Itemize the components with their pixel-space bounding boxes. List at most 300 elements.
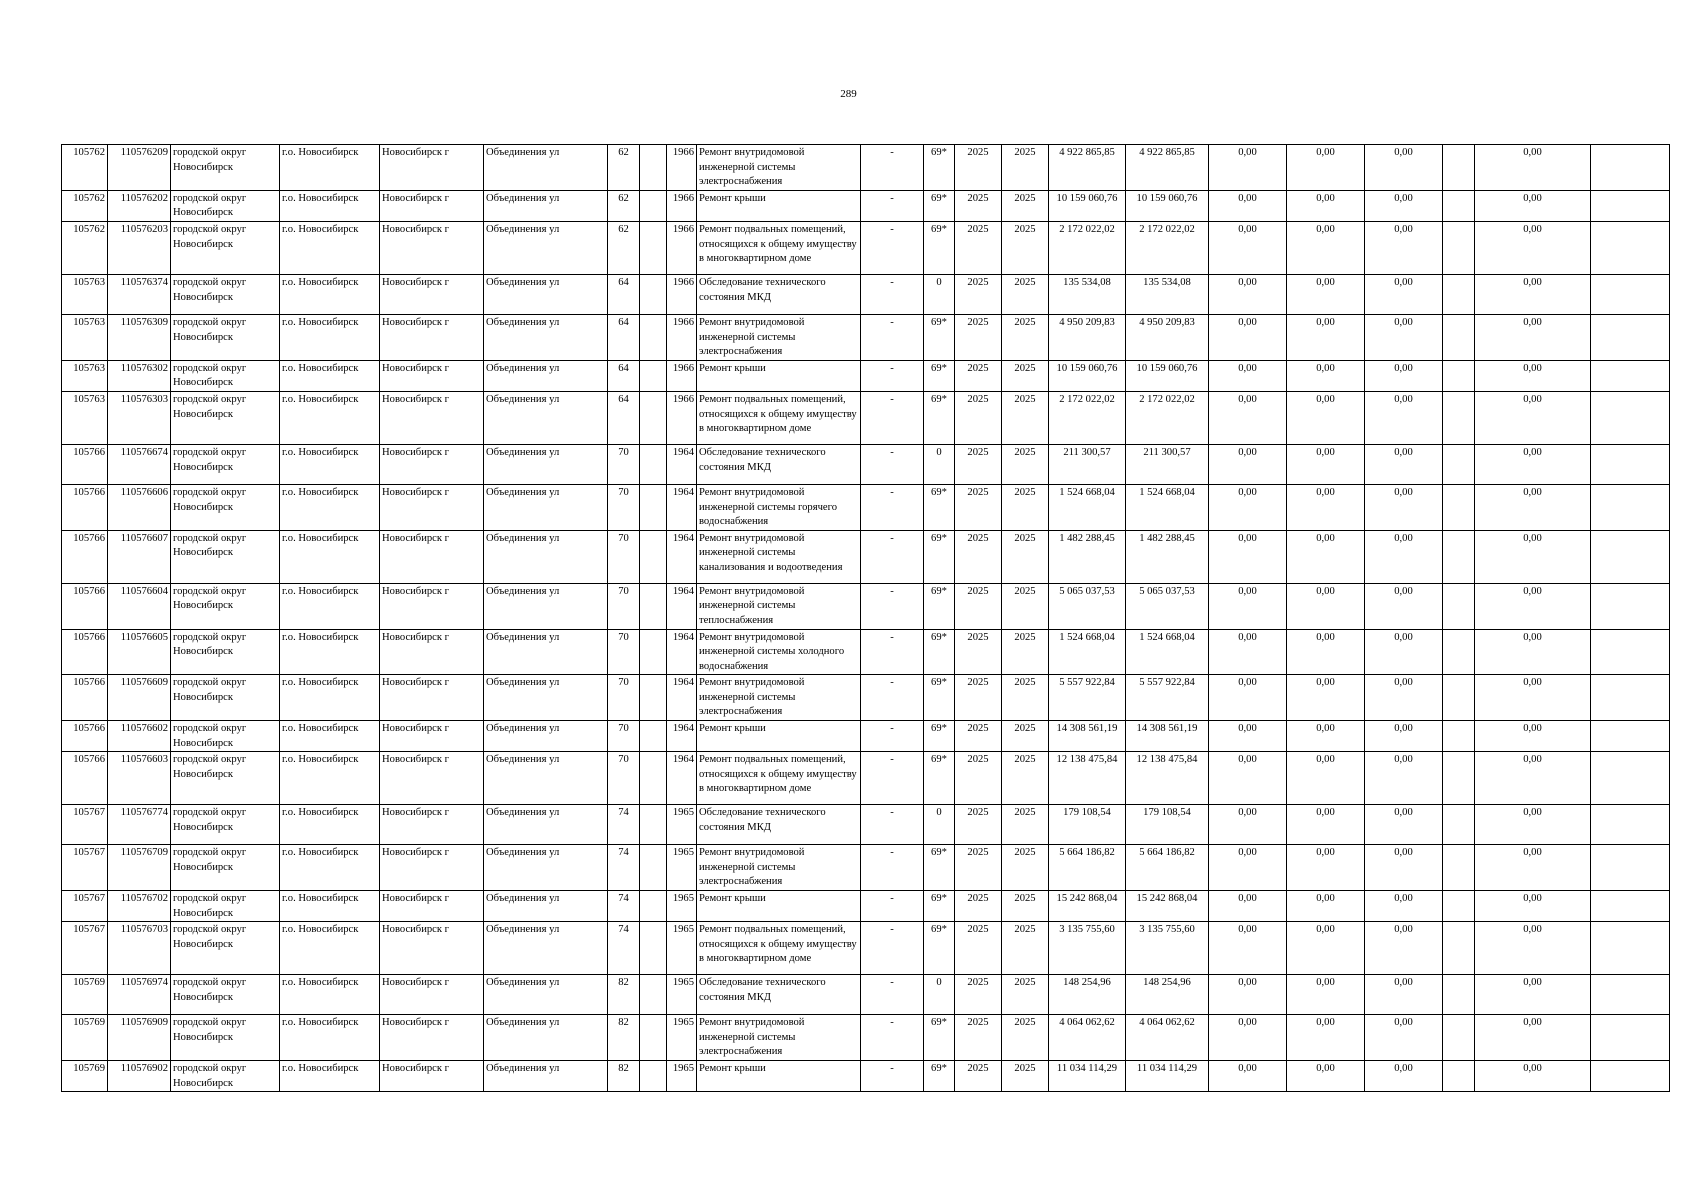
settlement-cell: Новосибирск г	[380, 314, 484, 360]
cost-total-cell: 135 534,08	[1049, 274, 1126, 314]
blank-cell	[1591, 360, 1670, 391]
wear-cell: 0	[924, 274, 955, 314]
amount-cell: 0,00	[1475, 805, 1591, 845]
amount-cell: 0,00	[1475, 221, 1591, 274]
blank-cell	[1443, 221, 1475, 274]
year-cell: 1965	[667, 1061, 697, 1092]
work-type-cell: Ремонт внутридомовой инженерной системы канализования и водоотведения	[697, 530, 861, 583]
blank-cell	[1443, 484, 1475, 530]
cost-fund-cell: 1 524 668,04	[1126, 484, 1209, 530]
amount-cell: 0,00	[1209, 845, 1287, 891]
amount-cell: 0,00	[1475, 922, 1591, 975]
cost-fund-cell: 11 034 114,29	[1126, 1061, 1209, 1092]
cost-total-cell: 179 108,54	[1049, 805, 1126, 845]
amount-cell: 0,00	[1209, 360, 1287, 391]
year-from-cell: 2025	[955, 190, 1002, 221]
street-cell: Объединения ул	[484, 752, 608, 805]
house-cell: 70	[608, 675, 640, 721]
id-cell: 105763	[62, 360, 108, 391]
id-cell: 105767	[62, 922, 108, 975]
amount-cell: 0,00	[1475, 360, 1591, 391]
housing-cell	[640, 845, 667, 891]
amount-cell: 0,00	[1365, 752, 1443, 805]
municipality-cell: г.о. Новосибирск	[280, 721, 380, 752]
blank-cell	[1591, 530, 1670, 583]
district-cell: городской округ Новосибирск	[171, 752, 280, 805]
settlement-cell: Новосибирск г	[380, 675, 484, 721]
amount-cell: 0,00	[1209, 391, 1287, 444]
wear-cell: 69*	[924, 221, 955, 274]
street-cell: Объединения ул	[484, 314, 608, 360]
amount-cell: 0,00	[1287, 845, 1365, 891]
cost-fund-cell: 1 524 668,04	[1126, 629, 1209, 675]
cost-total-cell: 148 254,96	[1049, 975, 1126, 1015]
work-type-cell: Ремонт крыши	[697, 721, 861, 752]
amount-cell: 0,00	[1365, 629, 1443, 675]
wear-cell: 0	[924, 805, 955, 845]
table-row	[62, 145, 1670, 191]
amount-cell: 0,00	[1365, 190, 1443, 221]
table-row	[62, 221, 1670, 274]
cost-total-cell: 10 159 060,76	[1049, 360, 1126, 391]
housing-cell	[640, 530, 667, 583]
street-cell: Объединения ул	[484, 221, 608, 274]
street-cell: Объединения ул	[484, 629, 608, 675]
municipality-cell: г.о. Новосибирск	[280, 190, 380, 221]
table-row	[62, 583, 1670, 629]
year-to-cell: 2025	[1002, 629, 1049, 675]
wear-cell: 0	[924, 444, 955, 484]
id-cell: 105762	[62, 221, 108, 274]
street-cell: Объединения ул	[484, 845, 608, 891]
housing-cell	[640, 805, 667, 845]
work-type-cell: Ремонт внутридомовой инженерной системы электроснабжения	[697, 145, 861, 191]
id-cell: 105762	[62, 190, 108, 221]
housing-cell	[640, 391, 667, 444]
cost-fund-cell: 10 159 060,76	[1126, 190, 1209, 221]
year-from-cell: 2025	[955, 1015, 1002, 1061]
blank-cell	[1443, 922, 1475, 975]
municipality-cell: г.о. Новосибирск	[280, 675, 380, 721]
cost-fund-cell: 10 159 060,76	[1126, 360, 1209, 391]
cost-total-cell: 4 064 062,62	[1049, 1015, 1126, 1061]
district-cell: городской округ Новосибирск	[171, 314, 280, 360]
dash-cell: -	[861, 190, 924, 221]
municipality-cell: г.о. Новосибирск	[280, 629, 380, 675]
year-to-cell: 2025	[1002, 845, 1049, 891]
year-to-cell: 2025	[1002, 391, 1049, 444]
district-cell: городской округ Новосибирск	[171, 530, 280, 583]
blank-cell	[1591, 314, 1670, 360]
code-cell: 110576702	[108, 891, 171, 922]
table-row	[62, 629, 1670, 675]
house-cell: 74	[608, 891, 640, 922]
table-row	[62, 675, 1670, 721]
amount-cell: 0,00	[1365, 314, 1443, 360]
wear-cell: 69*	[924, 845, 955, 891]
year-from-cell: 2025	[955, 975, 1002, 1015]
blank-cell	[1443, 1061, 1475, 1092]
year-cell: 1966	[667, 274, 697, 314]
wear-cell: 69*	[924, 583, 955, 629]
blank-cell	[1443, 145, 1475, 191]
wear-cell: 69*	[924, 721, 955, 752]
municipality-cell: г.о. Новосибирск	[280, 752, 380, 805]
district-cell: городской округ Новосибирск	[171, 145, 280, 191]
settlement-cell: Новосибирск г	[380, 721, 484, 752]
cost-total-cell: 14 308 561,19	[1049, 721, 1126, 752]
dash-cell: -	[861, 891, 924, 922]
year-cell: 1964	[667, 629, 697, 675]
table-row	[62, 975, 1670, 1015]
id-cell: 105769	[62, 1015, 108, 1061]
dash-cell: -	[861, 583, 924, 629]
street-cell: Объединения ул	[484, 190, 608, 221]
housing-cell	[640, 444, 667, 484]
settlement-cell: Новосибирск г	[380, 583, 484, 629]
district-cell: городской округ Новосибирск	[171, 922, 280, 975]
blank-cell	[1443, 675, 1475, 721]
amount-cell: 0,00	[1209, 530, 1287, 583]
cost-fund-cell: 4 064 062,62	[1126, 1015, 1209, 1061]
table-row	[62, 314, 1670, 360]
wear-cell: 69*	[924, 1061, 955, 1092]
house-cell: 70	[608, 629, 640, 675]
amount-cell: 0,00	[1209, 1015, 1287, 1061]
year-to-cell: 2025	[1002, 1015, 1049, 1061]
wear-cell: 69*	[924, 360, 955, 391]
year-cell: 1966	[667, 221, 697, 274]
house-cell: 82	[608, 1015, 640, 1061]
cost-total-cell: 3 135 755,60	[1049, 922, 1126, 975]
work-type-cell: Ремонт подвальных помещений, относящихся к общему имуществу в многоквартирном доме	[697, 221, 861, 274]
blank-cell	[1591, 845, 1670, 891]
year-from-cell: 2025	[955, 484, 1002, 530]
year-to-cell: 2025	[1002, 530, 1049, 583]
cost-fund-cell: 1 482 288,45	[1126, 530, 1209, 583]
year-cell: 1965	[667, 922, 697, 975]
blank-cell	[1591, 391, 1670, 444]
housing-cell	[640, 274, 667, 314]
cost-fund-cell: 5 557 922,84	[1126, 675, 1209, 721]
house-cell: 70	[608, 721, 640, 752]
amount-cell: 0,00	[1287, 221, 1365, 274]
amount-cell: 0,00	[1287, 391, 1365, 444]
district-cell: городской округ Новосибирск	[171, 675, 280, 721]
housing-cell	[640, 891, 667, 922]
year-from-cell: 2025	[955, 675, 1002, 721]
wear-cell: 69*	[924, 922, 955, 975]
year-cell: 1966	[667, 145, 697, 191]
blank-cell	[1443, 1015, 1475, 1061]
amount-cell: 0,00	[1475, 583, 1591, 629]
cost-fund-cell: 3 135 755,60	[1126, 922, 1209, 975]
repair-schedule-table	[61, 144, 1670, 1092]
code-cell: 110576609	[108, 675, 171, 721]
blank-cell	[1443, 845, 1475, 891]
blank-cell	[1591, 922, 1670, 975]
amount-cell: 0,00	[1209, 221, 1287, 274]
code-cell: 110576604	[108, 583, 171, 629]
cost-total-cell: 5 557 922,84	[1049, 675, 1126, 721]
code-cell: 110576303	[108, 391, 171, 444]
year-from-cell: 2025	[955, 145, 1002, 191]
street-cell: Объединения ул	[484, 391, 608, 444]
settlement-cell: Новосибирск г	[380, 530, 484, 583]
district-cell: городской округ Новосибирск	[171, 845, 280, 891]
year-to-cell: 2025	[1002, 721, 1049, 752]
amount-cell: 0,00	[1475, 891, 1591, 922]
blank-cell	[1443, 891, 1475, 922]
table-row	[62, 391, 1670, 444]
district-cell: городской округ Новосибирск	[171, 221, 280, 274]
id-cell: 105769	[62, 975, 108, 1015]
blank-cell	[1591, 721, 1670, 752]
cost-total-cell: 211 300,57	[1049, 444, 1126, 484]
amount-cell: 0,00	[1475, 145, 1591, 191]
code-cell: 110576607	[108, 530, 171, 583]
district-cell: городской округ Новосибирск	[171, 274, 280, 314]
amount-cell: 0,00	[1475, 721, 1591, 752]
work-type-cell: Ремонт внутридомовой инженерной системы горячего водоснабжения	[697, 484, 861, 530]
year-cell: 1964	[667, 583, 697, 629]
year-to-cell: 2025	[1002, 752, 1049, 805]
amount-cell: 0,00	[1287, 484, 1365, 530]
code-cell: 110576602	[108, 721, 171, 752]
blank-cell	[1591, 1015, 1670, 1061]
blank-cell	[1591, 274, 1670, 314]
settlement-cell: Новосибирск г	[380, 221, 484, 274]
wear-cell: 69*	[924, 530, 955, 583]
district-cell: городской округ Новосибирск	[171, 360, 280, 391]
table-body	[62, 145, 1670, 1092]
year-from-cell: 2025	[955, 805, 1002, 845]
id-cell: 105767	[62, 805, 108, 845]
street-cell: Объединения ул	[484, 675, 608, 721]
year-cell: 1965	[667, 975, 697, 1015]
amount-cell: 0,00	[1209, 145, 1287, 191]
year-cell: 1966	[667, 360, 697, 391]
housing-cell	[640, 922, 667, 975]
amount-cell: 0,00	[1209, 922, 1287, 975]
house-cell: 74	[608, 805, 640, 845]
year-from-cell: 2025	[955, 845, 1002, 891]
cost-fund-cell: 5 065 037,53	[1126, 583, 1209, 629]
municipality-cell: г.о. Новосибирск	[280, 583, 380, 629]
year-to-cell: 2025	[1002, 274, 1049, 314]
wear-cell: 69*	[924, 629, 955, 675]
year-to-cell: 2025	[1002, 891, 1049, 922]
amount-cell: 0,00	[1287, 190, 1365, 221]
year-from-cell: 2025	[955, 391, 1002, 444]
settlement-cell: Новосибирск г	[380, 629, 484, 675]
blank-cell	[1443, 274, 1475, 314]
street-cell: Объединения ул	[484, 484, 608, 530]
housing-cell	[640, 1061, 667, 1092]
cost-fund-cell: 12 138 475,84	[1126, 752, 1209, 805]
work-type-cell: Ремонт крыши	[697, 360, 861, 391]
district-cell: городской округ Новосибирск	[171, 721, 280, 752]
dash-cell: -	[861, 530, 924, 583]
blank-cell	[1443, 391, 1475, 444]
settlement-cell: Новосибирск г	[380, 360, 484, 391]
amount-cell: 0,00	[1475, 484, 1591, 530]
amount-cell: 0,00	[1365, 484, 1443, 530]
municipality-cell: г.о. Новосибирск	[280, 530, 380, 583]
street-cell: Объединения ул	[484, 805, 608, 845]
work-type-cell: Обследование технического состояния МКД	[697, 975, 861, 1015]
cost-total-cell: 2 172 022,02	[1049, 221, 1126, 274]
amount-cell: 0,00	[1475, 530, 1591, 583]
year-from-cell: 2025	[955, 314, 1002, 360]
amount-cell: 0,00	[1365, 583, 1443, 629]
cost-total-cell: 12 138 475,84	[1049, 752, 1126, 805]
house-cell: 70	[608, 752, 640, 805]
settlement-cell: Новосибирск г	[380, 391, 484, 444]
cost-fund-cell: 4 922 865,85	[1126, 145, 1209, 191]
housing-cell	[640, 484, 667, 530]
amount-cell: 0,00	[1287, 1061, 1365, 1092]
cost-total-cell: 10 159 060,76	[1049, 190, 1126, 221]
municipality-cell: г.о. Новосибирск	[280, 314, 380, 360]
amount-cell: 0,00	[1365, 975, 1443, 1015]
year-from-cell: 2025	[955, 360, 1002, 391]
district-cell: городской округ Новосибирск	[171, 583, 280, 629]
municipality-cell: г.о. Новосибирск	[280, 274, 380, 314]
amount-cell: 0,00	[1209, 805, 1287, 845]
id-cell: 105766	[62, 675, 108, 721]
amount-cell: 0,00	[1365, 922, 1443, 975]
blank-cell	[1443, 975, 1475, 1015]
settlement-cell: Новосибирск г	[380, 1061, 484, 1092]
dash-cell: -	[861, 391, 924, 444]
settlement-cell: Новосибирск г	[380, 922, 484, 975]
district-cell: городской округ Новосибирск	[171, 891, 280, 922]
id-cell: 105762	[62, 145, 108, 191]
dash-cell: -	[861, 675, 924, 721]
amount-cell: 0,00	[1287, 583, 1365, 629]
amount-cell: 0,00	[1365, 391, 1443, 444]
work-type-cell: Ремонт крыши	[697, 891, 861, 922]
cost-fund-cell: 135 534,08	[1126, 274, 1209, 314]
municipality-cell: г.о. Новосибирск	[280, 391, 380, 444]
house-cell: 70	[608, 530, 640, 583]
municipality-cell: г.о. Новосибирск	[280, 1015, 380, 1061]
amount-cell: 0,00	[1209, 484, 1287, 530]
cost-fund-cell: 211 300,57	[1126, 444, 1209, 484]
settlement-cell: Новосибирск г	[380, 1015, 484, 1061]
municipality-cell: г.о. Новосибирск	[280, 221, 380, 274]
street-cell: Объединения ул	[484, 274, 608, 314]
amount-cell: 0,00	[1209, 721, 1287, 752]
code-cell: 110576302	[108, 360, 171, 391]
amount-cell: 0,00	[1209, 274, 1287, 314]
housing-cell	[640, 975, 667, 1015]
code-cell: 110576203	[108, 221, 171, 274]
cost-fund-cell: 4 950 209,83	[1126, 314, 1209, 360]
year-cell: 1964	[667, 444, 697, 484]
amount-cell: 0,00	[1475, 675, 1591, 721]
table-row	[62, 891, 1670, 922]
district-cell: городской округ Новосибирск	[171, 391, 280, 444]
district-cell: городской округ Новосибирск	[171, 629, 280, 675]
amount-cell: 0,00	[1475, 274, 1591, 314]
housing-cell	[640, 314, 667, 360]
blank-cell	[1443, 190, 1475, 221]
amount-cell: 0,00	[1365, 891, 1443, 922]
year-from-cell: 2025	[955, 891, 1002, 922]
year-from-cell: 2025	[955, 274, 1002, 314]
id-cell: 105766	[62, 484, 108, 530]
house-cell: 62	[608, 190, 640, 221]
year-to-cell: 2025	[1002, 444, 1049, 484]
street-cell: Объединения ул	[484, 975, 608, 1015]
id-cell: 105767	[62, 891, 108, 922]
amount-cell: 0,00	[1209, 314, 1287, 360]
dash-cell: -	[861, 975, 924, 1015]
settlement-cell: Новосибирск г	[380, 484, 484, 530]
amount-cell: 0,00	[1365, 444, 1443, 484]
blank-cell	[1443, 805, 1475, 845]
street-cell: Объединения ул	[484, 444, 608, 484]
settlement-cell: Новосибирск г	[380, 274, 484, 314]
housing-cell	[640, 752, 667, 805]
code-cell: 110576605	[108, 629, 171, 675]
year-from-cell: 2025	[955, 721, 1002, 752]
amount-cell: 0,00	[1209, 891, 1287, 922]
amount-cell: 0,00	[1287, 675, 1365, 721]
amount-cell: 0,00	[1287, 530, 1365, 583]
dash-cell: -	[861, 629, 924, 675]
municipality-cell: г.о. Новосибирск	[280, 975, 380, 1015]
blank-cell	[1443, 360, 1475, 391]
cost-total-cell: 1 524 668,04	[1049, 629, 1126, 675]
table-row	[62, 484, 1670, 530]
dash-cell: -	[861, 360, 924, 391]
id-cell: 105769	[62, 1061, 108, 1092]
cost-total-cell: 11 034 114,29	[1049, 1061, 1126, 1092]
id-cell: 105766	[62, 721, 108, 752]
year-from-cell: 2025	[955, 221, 1002, 274]
code-cell: 110576674	[108, 444, 171, 484]
work-type-cell: Ремонт внутридомовой инженерной системы электроснабжения	[697, 845, 861, 891]
street-cell: Объединения ул	[484, 530, 608, 583]
work-type-cell: Ремонт внутридомовой инженерной системы теплоснабжения	[697, 583, 861, 629]
id-cell: 105766	[62, 583, 108, 629]
id-cell: 105763	[62, 274, 108, 314]
cost-total-cell: 2 172 022,02	[1049, 391, 1126, 444]
table-row	[62, 444, 1670, 484]
blank-cell	[1443, 629, 1475, 675]
wear-cell: 69*	[924, 484, 955, 530]
blank-cell	[1591, 752, 1670, 805]
street-cell: Объединения ул	[484, 145, 608, 191]
code-cell: 110576774	[108, 805, 171, 845]
id-cell: 105766	[62, 629, 108, 675]
settlement-cell: Новосибирск г	[380, 190, 484, 221]
code-cell: 110576209	[108, 145, 171, 191]
housing-cell	[640, 583, 667, 629]
house-cell: 74	[608, 922, 640, 975]
year-to-cell: 2025	[1002, 1061, 1049, 1092]
year-to-cell: 2025	[1002, 360, 1049, 391]
municipality-cell: г.о. Новосибирск	[280, 805, 380, 845]
district-cell: городской округ Новосибирск	[171, 975, 280, 1015]
year-from-cell: 2025	[955, 922, 1002, 975]
year-cell: 1966	[667, 391, 697, 444]
year-cell: 1965	[667, 805, 697, 845]
year-from-cell: 2025	[955, 1061, 1002, 1092]
